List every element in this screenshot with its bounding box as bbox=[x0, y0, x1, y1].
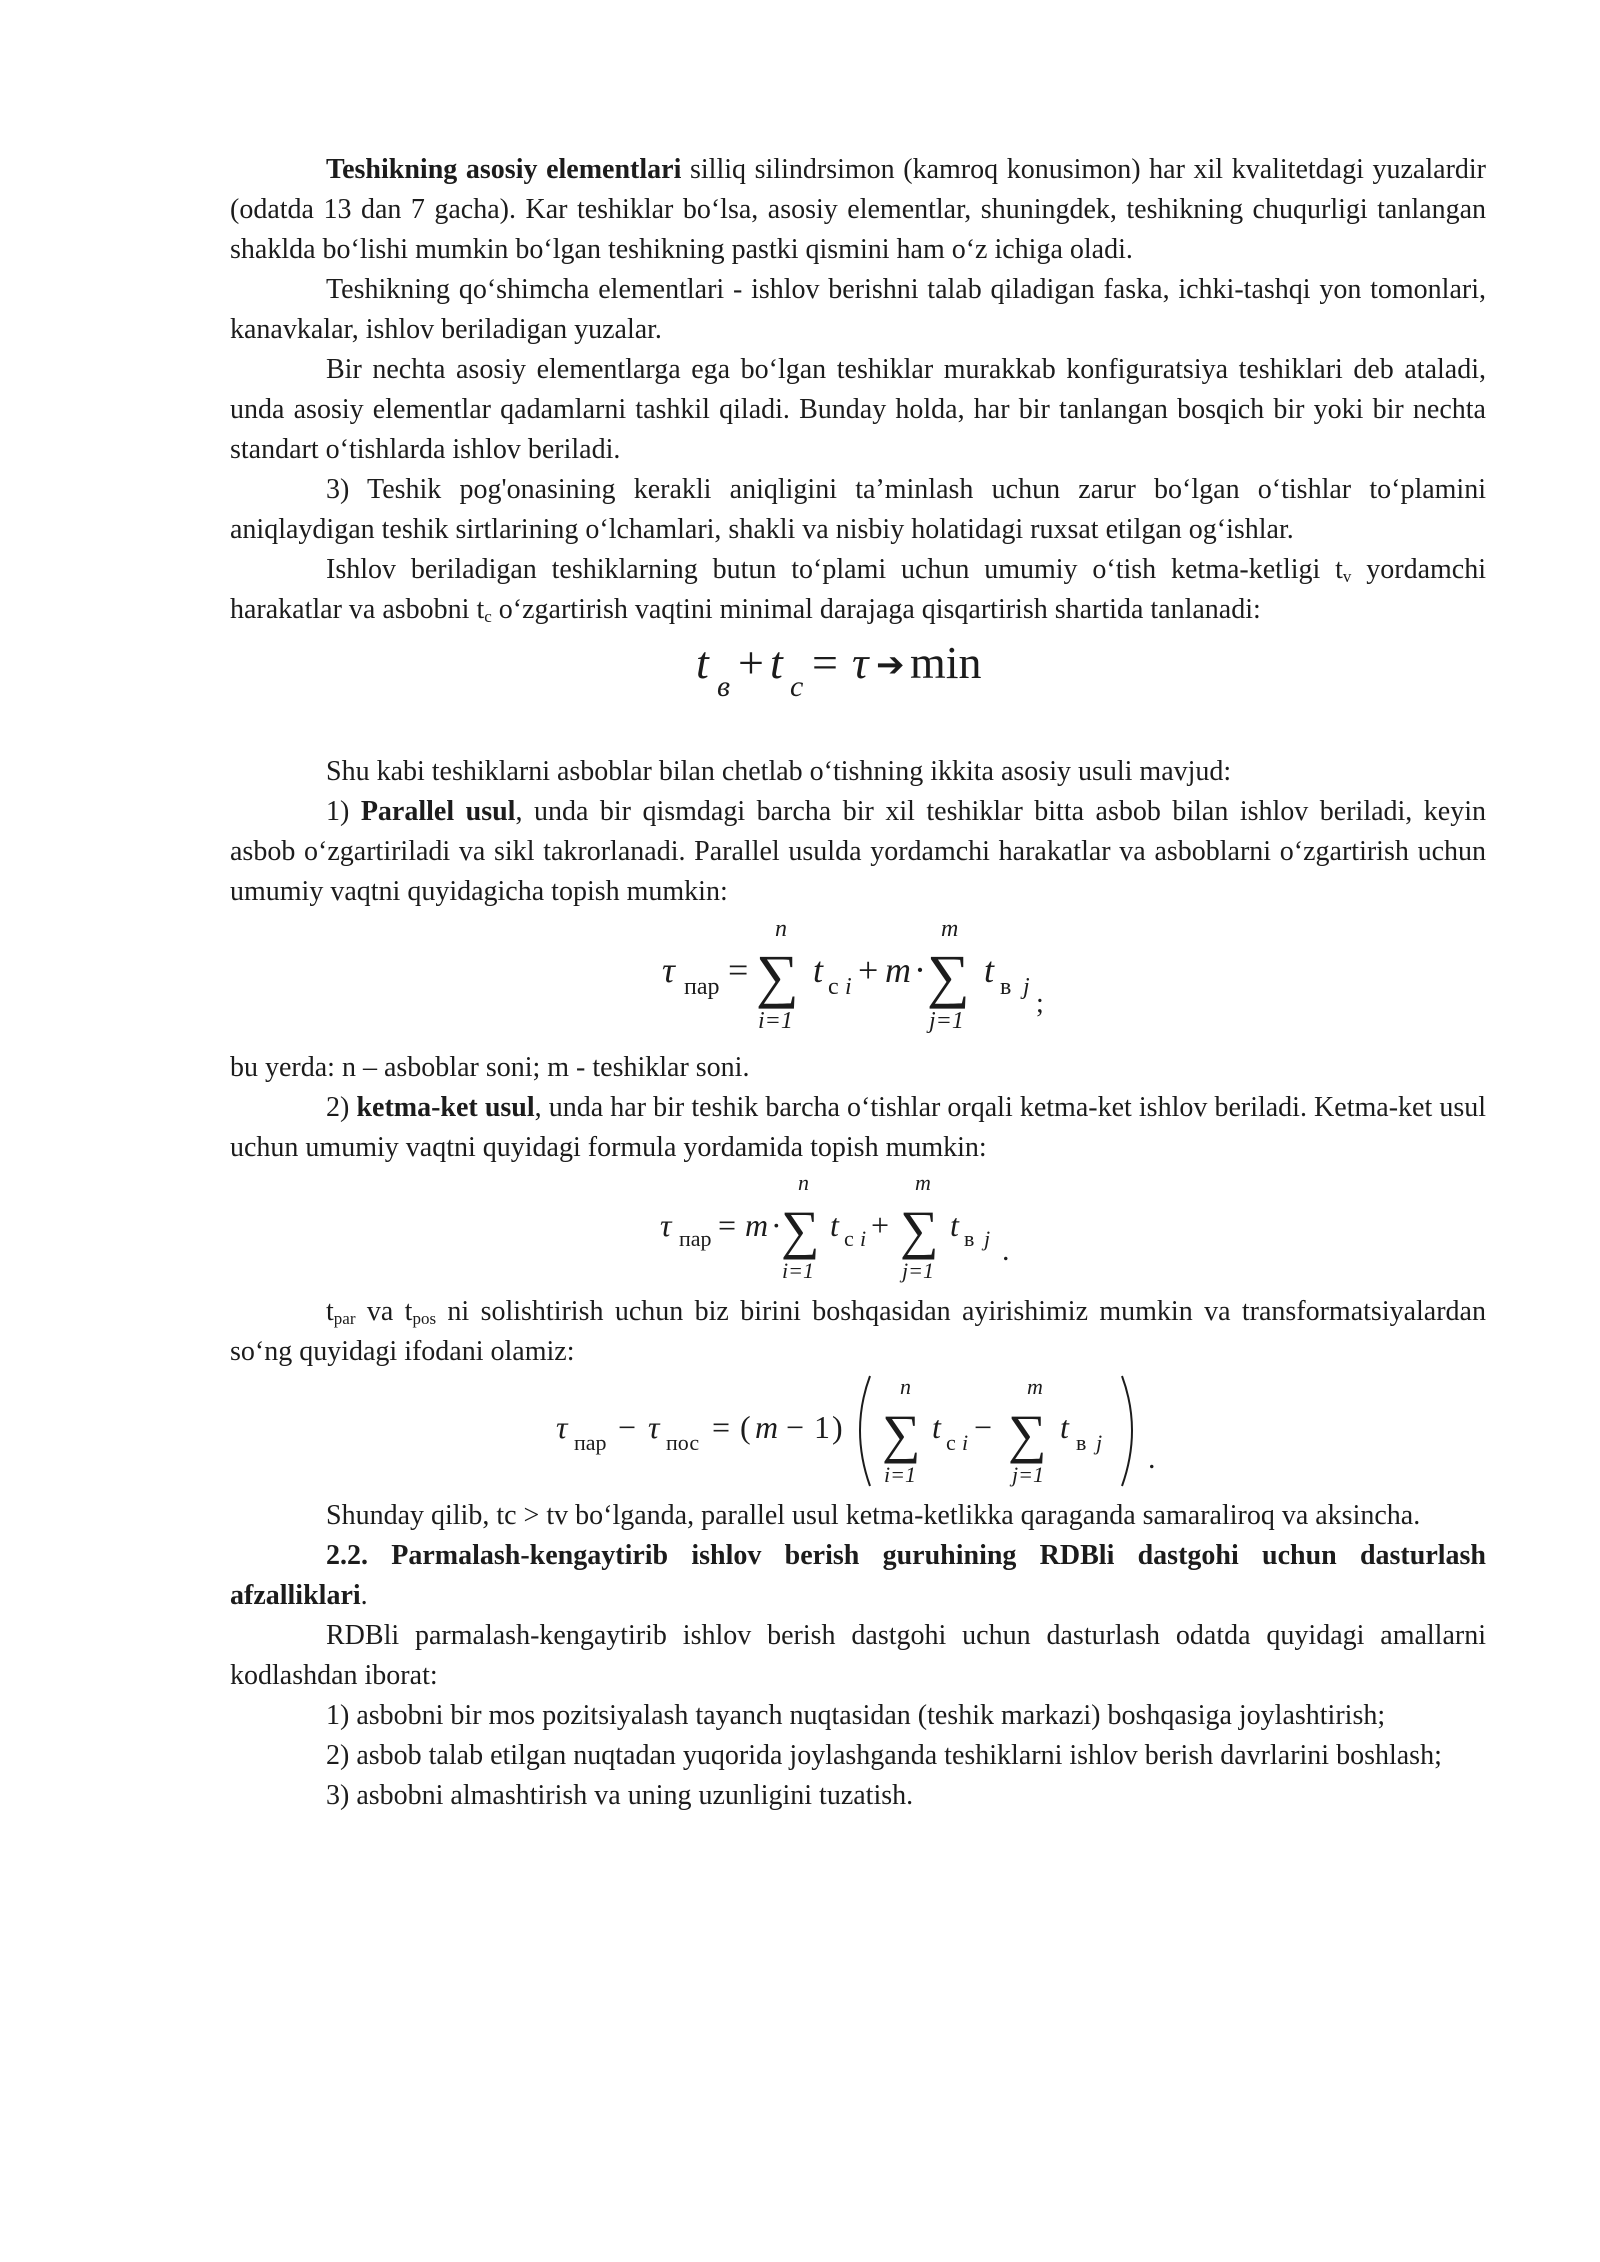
paragraph-text: Ishlov beriladigan teshiklarning butun to‘plami uchun umumiy o‘tish ketma-ketligi t bbox=[326, 554, 1343, 585]
sum-upper-m: m bbox=[941, 916, 959, 942]
math-sub-c: c bbox=[828, 974, 839, 1000]
math-dot: · bbox=[914, 950, 926, 990]
math-sub-c: c bbox=[790, 670, 804, 703]
math-minus: − bbox=[618, 1409, 637, 1445]
math-plus: + bbox=[858, 950, 879, 990]
sum-lower-i: i=1 bbox=[758, 1008, 793, 1034]
paragraph-parallel-method bbox=[230, 792, 1486, 912]
math-period: . bbox=[1002, 1234, 1010, 1267]
list-number: 2) bbox=[326, 1092, 357, 1123]
math-sub-v: в bbox=[1076, 1430, 1087, 1455]
math-dot: · bbox=[771, 1207, 782, 1243]
sum-lower-i: i=1 bbox=[884, 1462, 916, 1487]
paragraph-conclusion: Shunday qilib, tc > tv bo‘lganda, parallel usul ketma-ketlikka qaraganda samaraliroq va aksincha. bbox=[326, 1500, 1421, 1531]
math-sub-par: пар bbox=[684, 974, 720, 1000]
formula-difference bbox=[230, 1372, 1486, 1496]
subscript-v: v bbox=[1342, 567, 1352, 586]
math-sub-par: пар bbox=[574, 1430, 607, 1455]
paragraph-two-methods: Shu kabi teshiklarni asboblar bilan chetlab o‘tishning ikkita asosiy usuli mavjud: bbox=[326, 756, 1232, 787]
paragraph-text: va t bbox=[355, 1296, 413, 1327]
term-sequential-method: ketma-ket usul bbox=[356, 1092, 535, 1123]
section-heading bbox=[230, 1536, 1486, 1616]
list-item: 3) asbobni almashtirish va uning uzunligini tuzatish. bbox=[326, 1780, 914, 1811]
paren-left: ( bbox=[740, 1409, 751, 1445]
paragraph-deviations: 3) Teshik pog'onasining kerakli aniqligini ta’minlash uchun zarur bo‘lgan o‘tishlar to‘plamini aniqlaydigan teshik sirtlarining o‘lchamlari, shakli va nisbiy holatidagi ruxsat etilgan og‘ishlar. bbox=[230, 474, 1486, 545]
paragraph-main-elements bbox=[230, 150, 1486, 270]
sum-upper-n: n bbox=[775, 916, 787, 942]
math-sub-j: j bbox=[984, 1226, 991, 1251]
math-t: t bbox=[813, 950, 824, 990]
sum-lower-j: j=1 bbox=[929, 1008, 964, 1034]
paragraph-text: ni solishtirish uchun biz birini boshqasidan ayirishimiz mumkin va transformatsiyalardan so‘ng quyidagi ifodani olamiz: bbox=[230, 1296, 1486, 1367]
paragraph-sequence bbox=[230, 550, 1486, 630]
math-tau: τ bbox=[852, 637, 869, 688]
list-number: 1) bbox=[326, 796, 361, 827]
paragraph-text: . bbox=[360, 1580, 368, 1611]
sum-upper-m: m bbox=[915, 1170, 931, 1195]
paragraph-where: bu yerda: n – asboblar soni; m - teshiklar soni. bbox=[230, 1052, 750, 1083]
sigma-symbol: ∑ bbox=[756, 943, 799, 1009]
math-tau: τ bbox=[660, 1207, 672, 1243]
math-sub-c: c bbox=[946, 1430, 956, 1455]
math-sub-i: i bbox=[860, 1226, 867, 1251]
big-paren-right bbox=[1122, 1376, 1132, 1486]
math-t: t bbox=[950, 1207, 959, 1243]
subscript-pos: pos bbox=[412, 1309, 437, 1328]
sigma-symbol: ∑ bbox=[1008, 1404, 1047, 1464]
arrow-icon: ➔ bbox=[876, 647, 905, 684]
math-tau: τ bbox=[662, 950, 675, 990]
math-m: m bbox=[745, 1207, 769, 1243]
paragraph-additional-elements: Teshikning qo‘shimcha elementlari - ishlov berishni talab qiladigan faska, ichki-tashqi yon tomonlari, kanavkalar, ishlov beriladigan yuzalar. bbox=[230, 274, 1486, 345]
math-tau: τ bbox=[648, 1409, 660, 1445]
paragraph-programming: RDBli parmalash-kengaytirib ishlov berish dastgohi uchun dasturlash odatda quyidagi amallarni kodlashdan iborat: bbox=[230, 1620, 1486, 1691]
math-period: . bbox=[1148, 1442, 1156, 1475]
math-t: t bbox=[932, 1409, 941, 1445]
math-sub-i: i bbox=[845, 974, 852, 1000]
term-parallel-method: Parallel usul bbox=[360, 796, 516, 827]
math-minus: − bbox=[974, 1409, 993, 1445]
sum-lower-j: j=1 bbox=[1012, 1462, 1044, 1487]
sum-lower-j: j=1 bbox=[902, 1258, 934, 1283]
math-equals: = bbox=[718, 1207, 737, 1243]
math-sub-pos: пос bbox=[666, 1430, 700, 1455]
math-sub-v: в bbox=[964, 1226, 975, 1251]
paragraph-text: silliq silindrsimon (kamroq konusimon) har xil kvalitetdagi yuzalardir (odatda 13 dan 7 gacha). Kar teshiklar bo‘lsa, asosiy elementlar, shuningdek, teshikning chuqurligi tanlangan shaklda bo‘lishi mumkin bo‘lgan teshikning pastki qismini ham o‘z ichiga oladi. bbox=[230, 154, 1486, 265]
math-semicolon: ; bbox=[1036, 988, 1044, 1019]
formula-parallel-time bbox=[230, 912, 1486, 1048]
sigma-symbol: ∑ bbox=[882, 1404, 921, 1464]
sum-lower-i: i=1 bbox=[782, 1258, 814, 1283]
math-min: min bbox=[910, 637, 982, 688]
math-t: t bbox=[696, 637, 709, 688]
term-main-elements: Teshikning asosiy elementlari bbox=[326, 154, 682, 185]
math-equals: = bbox=[728, 950, 749, 990]
math-m: m bbox=[755, 1409, 779, 1445]
math-sub-v: в bbox=[717, 670, 731, 703]
sigma-symbol: ∑ bbox=[927, 943, 970, 1009]
sigma-symbol: ∑ bbox=[781, 1200, 820, 1260]
math-tau: τ bbox=[556, 1409, 568, 1445]
math-sub-par: пар bbox=[679, 1226, 712, 1251]
math-equals: = bbox=[712, 1409, 731, 1445]
math-one: 1 bbox=[814, 1409, 830, 1445]
sum-upper-n: n bbox=[798, 1170, 809, 1195]
sum-upper-m: m bbox=[1027, 1374, 1043, 1399]
math-t: t bbox=[1060, 1409, 1069, 1445]
math-t: t bbox=[984, 950, 995, 990]
math-t: t bbox=[770, 637, 783, 688]
paragraph-text: o‘zgartirish vaqtini minimal darajaga qisqartirish shartida tanlanadi: bbox=[491, 594, 1261, 625]
paragraph-sequential-method bbox=[230, 1088, 1486, 1168]
paragraph-complex-holes: Bir nechta asosiy elementlarga ega bo‘lgan teshiklar murakkab konfiguratsiya teshiklari deb ataladi, unda asosiy elementlar qadamlarni tashkil qiladi. Bunday holda, har bir tanlangan bosqich bir yoki bir nechta standart o‘tishlarda ishlov beriladi. bbox=[230, 354, 1486, 465]
sum-upper-n: n bbox=[900, 1374, 911, 1399]
list-item: 1) asbobni bir mos pozitsiyalash tayanch nuqtasidan (teshik markazi) boshqasiga joylashtirish; bbox=[326, 1700, 1386, 1731]
math-equals: = bbox=[812, 637, 838, 688]
paragraph-text: , unda har bir teshik barcha o‘tishlar orqali ketma-ket ishlov beriladi. Ketma-ket usul uchun umumiy vaqtni quyidagi formula yordamida topish mumkin: bbox=[230, 1092, 1487, 1163]
math-plus: + bbox=[738, 637, 764, 688]
formula-min-time bbox=[230, 630, 1486, 752]
formula-sequential-time bbox=[230, 1168, 1486, 1292]
math-sub-j: j bbox=[1096, 1430, 1103, 1455]
math-minus: − bbox=[786, 1409, 805, 1445]
math-m: m bbox=[885, 950, 911, 990]
math-sub-c: c bbox=[844, 1226, 854, 1251]
text-column bbox=[230, 150, 1486, 1816]
math-t: t bbox=[830, 1207, 839, 1243]
paren-right: ) bbox=[832, 1409, 843, 1445]
subscript-c: c bbox=[484, 607, 492, 626]
paragraph-text: yordamchi harakatlar va asbobni t bbox=[230, 554, 1486, 625]
big-paren-left bbox=[860, 1376, 870, 1486]
subscript-par: par bbox=[333, 1309, 356, 1328]
paragraph-compare bbox=[230, 1292, 1486, 1372]
paragraph-text: , unda bir qismdagi barcha bir xil teshiklar bitta asbob bilan ishlov beriladi, keyin asbob o‘zgartiriladi va sikl takrorlanadi. Parallel usulda yordamchi harakatlar va asboblarni o‘zgartirish uchun umumiy vaqtni quyidagicha topish mumkin: bbox=[230, 796, 1487, 907]
paragraph-text: t bbox=[326, 1296, 334, 1327]
math-sub-i: i bbox=[962, 1430, 969, 1455]
section-title: 2.2. Parmalash-kengaytirib ishlov berish guruhining RDBli dastgohi uchun dasturlash afzalliklari bbox=[230, 1540, 1486, 1611]
math-sub-v: в bbox=[1000, 974, 1012, 1000]
sigma-symbol: ∑ bbox=[900, 1200, 939, 1260]
math-plus: + bbox=[871, 1207, 890, 1243]
math-sub-j: j bbox=[1023, 974, 1030, 1000]
list-item: 2) asbob talab etilgan nuqtadan yuqorida joylashganda teshiklarni ishlov berish davrlarini boshlash; bbox=[326, 1740, 1442, 1771]
